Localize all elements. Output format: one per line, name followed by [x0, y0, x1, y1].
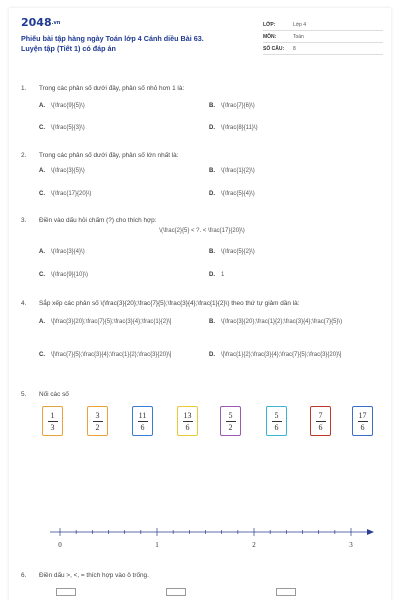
- option-1b[interactable]: B. \(\frac{7}{6}\): [209, 103, 255, 109]
- info-row-class: LỚP: Lớp 4: [263, 19, 383, 31]
- info-row-subject: MÔN: Toán: [263, 31, 383, 43]
- option-3b[interactable]: B. \(\frac{5}{2}\): [209, 249, 255, 255]
- option-4d[interactable]: D. \[\frac{1}{2};\frac{3}{4};\frac{7}{5};\frac{3}{20}\]: [209, 352, 342, 358]
- fraction-card[interactable]: 17 6: [352, 406, 373, 436]
- worksheet-title: Phiếu bài tập hàng ngày Toán lớp 4 Cánh diều Bài 63. Luyện tập (Tiết 1) có đáp án: [21, 34, 204, 53]
- info-row-count: SỐ CÂU: 8: [263, 43, 383, 55]
- fraction-card[interactable]: 7 6: [310, 406, 331, 436]
- question-3-expression: \(\frac{2}{5} < ?. < \frac{17}{20}\): [159, 228, 245, 234]
- option-1c[interactable]: C. \(\frac{5}{3}\): [39, 125, 85, 131]
- number-line-label-2: 2: [252, 541, 256, 549]
- site-logo[interactable]: 2048.vn: [21, 16, 61, 29]
- option-3a[interactable]: A. \(\frac{3}{4}\): [39, 249, 85, 255]
- answer-box[interactable]: [166, 588, 186, 596]
- number-line-arrow: [367, 529, 374, 535]
- option-2b[interactable]: B. \(\frac{1}{2}\): [209, 168, 255, 174]
- option-2d[interactable]: D. \(\frac{5}{4}\): [209, 191, 255, 197]
- header: [21, 16, 383, 54]
- fraction-cards: [42, 406, 382, 436]
- fraction-card[interactable]: 13 6: [177, 406, 198, 436]
- fraction-card[interactable]: 11 6: [132, 406, 153, 436]
- number-line-label-3: 3: [349, 541, 353, 549]
- option-1d[interactable]: D. \(\frac{8}{11}\): [209, 125, 258, 131]
- number-line-label-0: 0: [58, 541, 62, 549]
- question-4: 4. Sắp xếp các phân số \(\frac{3}{20};\frac{7}{5};\frac{3}{4};\frac{1}{2}\) theo thứ tự giảm dần là: A. \[\frac{3}{20};\frac{7}{5};\frac{3}{4};\frac{1}{2}\] B. \(\frac{3}{20};\frac{1}{2};\frac{3}{4};\frac{7}{5}\) C. \[\frac{7}{5};\frac{3}{4};\frac{1}{2};\frac{3}{20}\] D. \[\frac{1}{2};\frac{3}{4};\frac{7}{5};\frac{3}{20}\]: [21, 299, 383, 308]
- worksheet: [9, 8, 391, 600]
- number-line: [42, 520, 382, 550]
- option-3c[interactable]: C. \(\frac{9}{10}\): [39, 272, 89, 278]
- answer-box[interactable]: [56, 588, 76, 596]
- option-2a[interactable]: A. \(\frac{3}{5}\): [39, 168, 85, 174]
- question-5: 5. Nối các số: [21, 391, 69, 398]
- question-1: 1. Trong các phân số dưới đây, phân số nhỏ hơn 1 là: A. \(\frac{9}{5}\) B. \(\frac{7}{6}\) C. \(\frac{5}{3}\) D. \(\frac{8}{11}\): [21, 85, 258, 131]
- option-4c[interactable]: C. \[\frac{7}{5};\frac{3}{4};\frac{1}{2};\frac{3}{20}\]: [39, 352, 172, 358]
- question-6: 6. Điền dấu >, <, = thích hợp vào ô trống.: [21, 571, 383, 596]
- fraction-card[interactable]: 3 2: [87, 406, 108, 436]
- fraction-card[interactable]: 1 3: [42, 406, 63, 436]
- number-line-label-1: 1: [155, 541, 159, 549]
- answer-box[interactable]: [276, 588, 296, 596]
- question-3: 3. Điền vào dấu hỏi chấm (?) cho thích hợp: \(\frac{2}{5} < ?. < \frac{17}{20}\) A. \(\frac{3}{4}\) B. \(\frac{5}{2}\) C. \(\frac{9}{10}\) D. 1: [21, 216, 383, 234]
- option-2c[interactable]: C. \(\frac{17}{20}\): [39, 191, 92, 197]
- fraction-card[interactable]: 5 6: [266, 406, 287, 436]
- option-4a[interactable]: A. \[\frac{3}{20};\frac{7}{5};\frac{3}{4};\frac{1}{2}\]: [39, 319, 172, 325]
- question-2: 2. Trong các phân số dưới đây, phân số lớn nhất là: A. \(\frac{3}{5}\) B. \(\frac{1}{2}\) C. \(\frac{17}{20}\) D. \(\frac{5}{4}\): [21, 152, 255, 197]
- option-4b[interactable]: B. \(\frac{3}{20};\frac{1}{2};\frac{3}{4};\frac{7}{5}\): [209, 319, 343, 325]
- info-panel: [263, 19, 383, 55]
- fraction-card[interactable]: 5 2: [220, 406, 241, 436]
- option-1a[interactable]: A. \(\frac{9}{5}\): [39, 103, 85, 109]
- option-3d[interactable]: D. 1: [209, 272, 225, 278]
